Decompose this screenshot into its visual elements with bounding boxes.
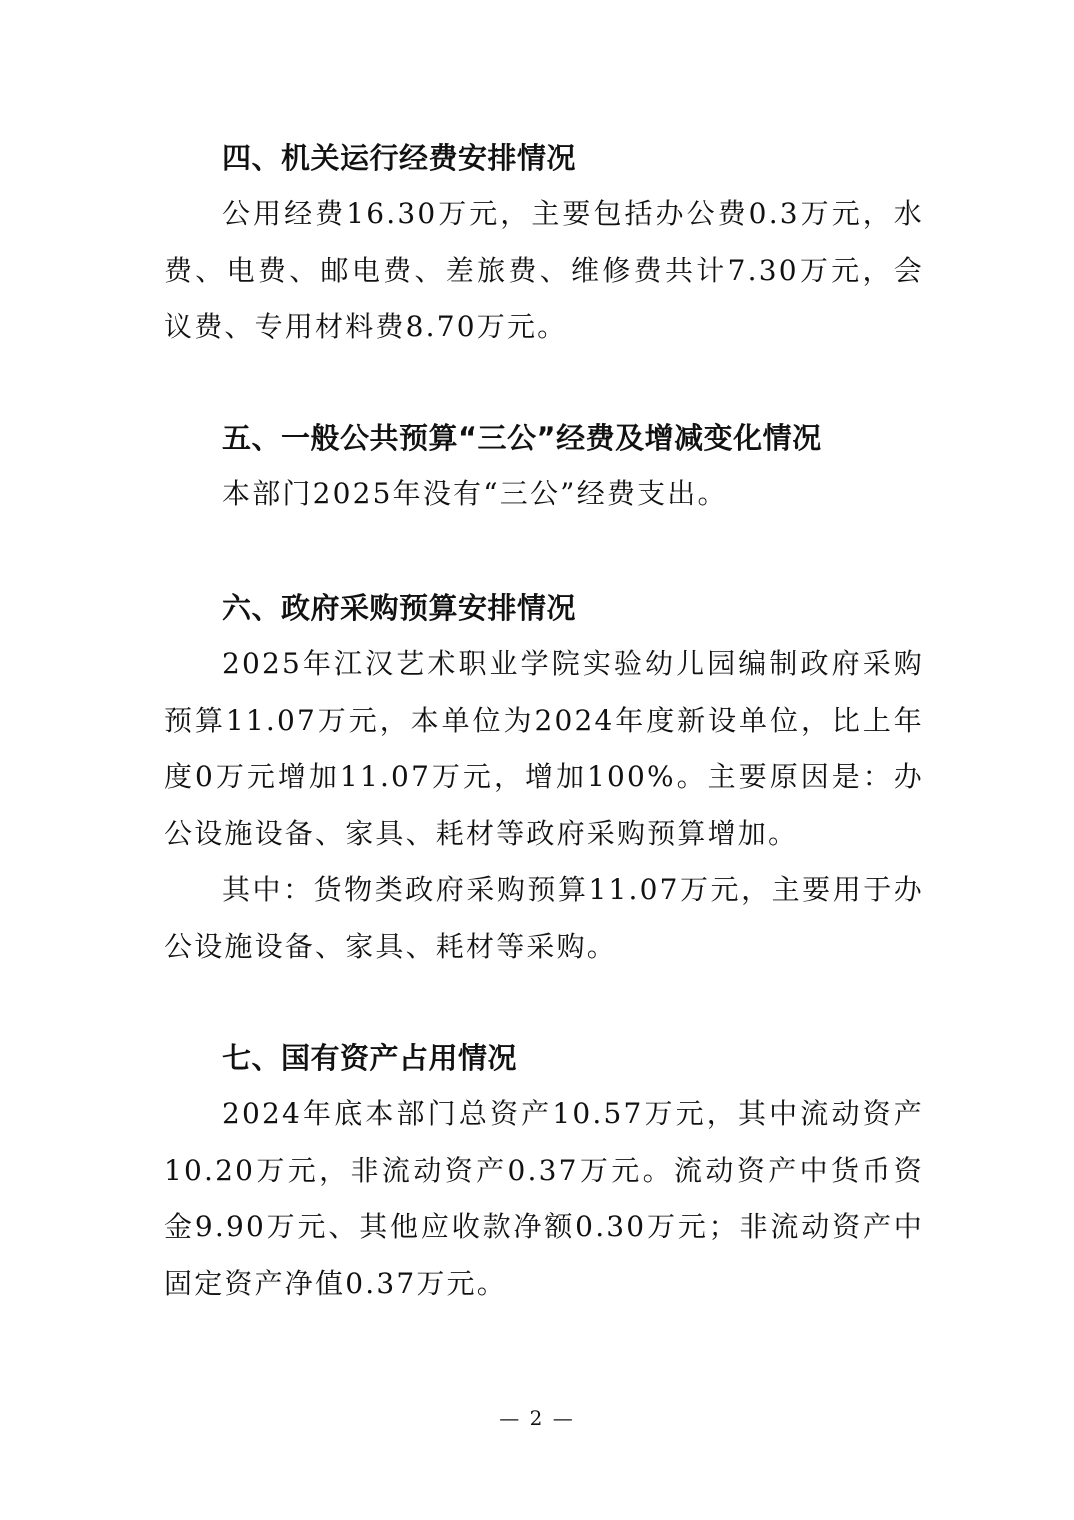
section-operating-expenses — [164, 130, 924, 356]
section-government-procurement — [164, 580, 924, 975]
section-paragraph: 2025年江汉艺术职业学院实验幼儿园编制政府采购预算11.07万元，本单位为2024年度新设单位，比上年度0万元增加11.07万元，增加100%。主要原因是：办公设施设备、家具、耗材等政府采购预算增加。 — [164, 647, 924, 850]
section-state-assets — [164, 1030, 924, 1312]
section-paragraph: 其中：货物类政府采购预算11.07万元，主要用于办公设施设备、家具、耗材等采购。 — [164, 873, 924, 963]
section-paragraph: 公用经费16.30万元，主要包括办公费0.3万元，水费、电费、邮电费、差旅费、维修费共计7.30万元，会议费、专用材料费8.70万元。 — [164, 197, 924, 343]
page-number: — 2 — — [499, 1406, 575, 1430]
section-three-public-expenses — [164, 410, 924, 523]
section-paragraph: 本部门2025年没有“三公”经费支出。 — [222, 477, 728, 510]
section-paragraph: 2024年底本部门总资产10.57万元，其中流动资产10.20万元，非流动资产0.37万元。流动资产中货币资金9.90万元、其他应收款净额0.30万元；非流动资产中固定资产净值0.37万元。 — [164, 1097, 924, 1300]
section-heading: 六、政府采购预算安排情况 — [222, 591, 577, 625]
section-heading: 七、国有资产占用情况 — [222, 1041, 518, 1075]
section-heading: 四、机关运行经费安排情况 — [222, 141, 577, 175]
section-heading: 五、一般公共预算“三公”经费及增减变化情况 — [222, 421, 822, 455]
